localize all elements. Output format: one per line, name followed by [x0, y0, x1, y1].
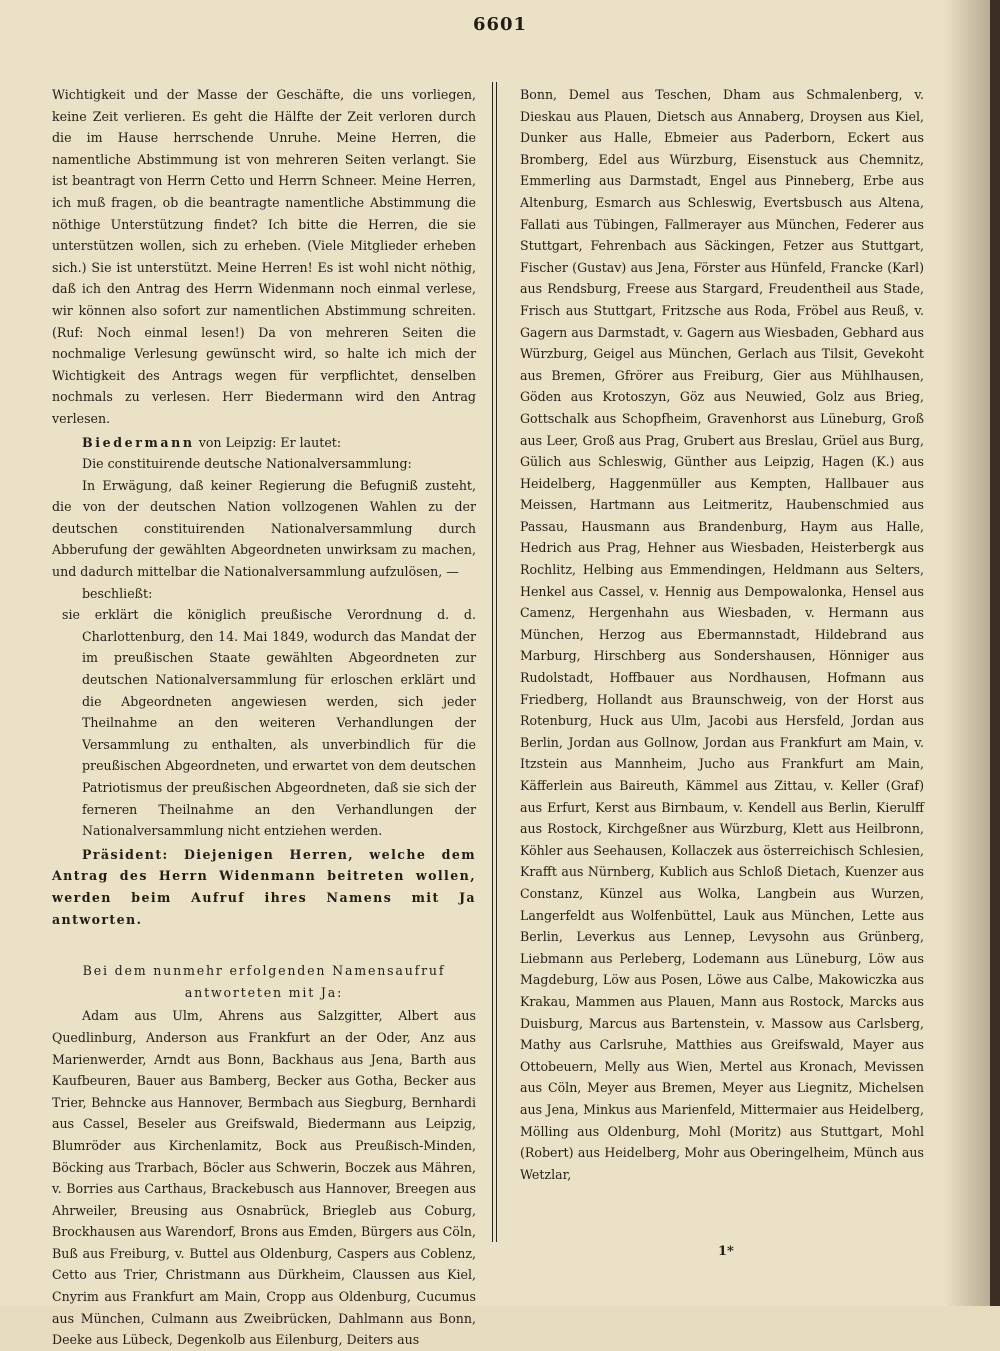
- president-paragraph: [52, 844, 476, 930]
- president-label: Präsident:: [82, 846, 169, 862]
- right-column: [520, 84, 924, 1185]
- names-list-part1: Adam aus Ulm, Ahrens aus Salzgitter, Albert aus Quedlinburg, Anderson aus Frankfurt an der Oder, Anz aus Marienwerder, Arndt aus Bonn, Backhaus aus Jena, Barth aus Kaufbeuren, Bauer aus Bamberg, Becker aus Gotha, Becker aus Trier, Behncke aus Hannover, Bermbach aus Siegburg, Bernhardi aus Cassel, Beseler aus Greifswald, Biedermann aus Leipzig, Blumröder aus Kirchenlamitz, Bock aus Preußisch-Minden, Böcking aus Trarbach, Böcler aus Schwerin, Boczek aus Mähren, v. Borries aus Carthaus, Brackebusch aus Hannover, Breegen aus Ahrweiler, Breusing aus Osnabrück, Briegleb aus Coburg, Brockhausen aus Warendorf, Brons aus Emden, Bürgers aus Cöln, Buß aus Freiburg, v. Buttel aus Oldenburg, Caspers aus Coblenz, Cetto aus Trier, Christmann aus Dürkheim, Claussen aus Kiel, Cnyrim aus Frankfurt am Main, Cropp aus Oldenburg, Cucumus aus München, Culmann aus Zweibrücken, Dahlmann aus Bonn, Deeke aus Lübeck, Degenkolb aus Eilenburg, Deiters aus: [52, 1008, 476, 1348]
- resolution-paragraph: sie erklärt die königlich preußische Verordnung d. d. Charlottenburg, den 14. Mai 1849, wodurch das Mandat der im preußischen Staate gewählten Abgeordneten zur deutschen Nationalversammlung für erloschen erklärt und die Abgeordneten angewiesen werden, sich jeder Theilnahme an den weiteren Verhandlungen der Versammlung zu enthalten, als unverbindlich für die preußischen Abgeordneten, und erwartet von dem deutschen Patriotismus der preußischen Abgeordneten, daß sie sich der ferneren Theilnahme an den Verhandlungen der Nationalversammlung nicht entziehen werden.: [62, 607, 476, 839]
- speaker-paragraph: [52, 432, 476, 454]
- considering-paragraph: In Erwägung, daß keiner Regierung die Befugniß zusteht, die von der deutschen Nation vollzogenen Wahlen zu der deutschen constituirenden Nationalversammlung durch Abberufung der gewählten Abgeordneten unwirksam zu machen, und dadurch mittelbar die Nationalversammlung aufzulösen, —: [52, 477, 476, 580]
- names-list-part2: Bonn, Demel aus Teschen, Dham aus Schmalenberg, v. Dieskau aus Plauen, Dietsch aus Annaberg, Droysen aus Kiel, Dunker aus Halle, Ebmeier aus Paderborn, Eckert aus Bromberg, Edel aus Würzburg, Eisenstuck aus Chemnitz, Emmerling aus Darmstadt, Engel aus Pinneberg, Erbe aus Altenburg, Esmarch aus Schleswig, Evertsbusch aus Altena, Fallati aus Tübingen, Fallmerayer aus München, Federer aus Stuttgart, Fehrenbach aus Säckingen, Fetzer aus Stuttgart, Fischer (Gustav) aus Jena, Förster aus Hünfeld, Francke (Karl) aus Rendsburg, Freese aus Stargard, Freudentheil aus Stade, Frisch aus Stuttgart, Fritzsche aus Roda, Fröbel aus Reuß, v. Gagern aus Darmstadt, v. Gagern aus Wiesbaden, Gebhard aus Würzburg, Geigel aus München, Gerlach aus Tilsit, Gevekoht aus Bremen, Gfrörer aus Freiburg, Gier aus Mühlhausen, Göden aus Krotoszyn, Göz aus Neuwied, Golz aus Brieg, Gottschalk aus Schopfheim, Gravenhorst aus Lüneburg, Groß aus Leer, Groß aus Prag, Grubert aus Breslau, Grüel aus Burg, Gülich aus Schleswig, Günther aus Leipzig, Hagen (K.) aus Heidelberg, Haggenmüller aus Kempten, Hallbauer aus Meissen, Hartmann aus Leitmeritz, Haubenschmied aus Passau, Hausmann aus Brandenburg, Haym aus Halle, Hedrich aus Prag, Hehner aus Wiesbaden, Heisterbergk aus Rochlitz, Helbing aus Emmendingen, Heldmann aus Selters, Henkel aus Cassel, v. Hennig aus Dempowalonka, Hensel aus Camenz, Hergenhahn aus Wiesbaden, v. Hermann aus München, Herzog aus Ebermannstadt, Hildebrand aus Marburg, Hirschberg aus Sondershausen, Hönniger aus Rudolstadt, Hoffbauer aus Nordhausen, Hofmann aus Friedberg, Hollandt aus Braunschweig, von der Horst aus Rotenburg, Huck aus Ulm, Jacobi aus Hersfeld, Jordan aus Berlin, Jordan aus Gollnow, Jordan aus Frankfurt am Main, v. Itzstein aus Mannheim, Jucho aus Frankfurt am Main, Käfferlein aus Baireuth, Kämmel aus Zittau, v. Keller (Graf) aus Erfurt, Kerst aus Birnbaum, v. Kendell aus Berlin, Kierulff aus Rostock, Kirchgeßner aus Würzburg, Klett aus Heilbronn, Köhler aus Seehausen, Kollaczek aus österreichisch Schlesien, Krafft aus Nürnberg, Kublich aus Schloß Dietach, Kuenzer aus Constanz, Künzel aus Wolka, Langbein aus Wurzen, Langerfeldt aus Wolfenbüttel, Lauk aus München, Lette aus Berlin, Leverkus aus Lennep, Levysohn aus Grünberg, Liebmann aus Perleberg, Lodemann aus Lüneburg, Löw aus Magdeburg, Löw aus Posen, Löwe aus Calbe, Makowiczka aus Krakau, Mammen aus Plauen, Mann aus Rostock, Marcks aus Duisburg, Marcus aus Bartenstein, v. Massow aus Carlsberg, Mathy aus Carlsruhe, Matthies aus Greifswald, Mayer aus Ottobeuern, Melly aus Wien, Mertel aus Kronach, Mevissen aus Cöln, Meyer aus Bremen, Meyer aus Liegnitz, Michelsen aus Jena, Minkus aus Marienfeld, Mittermaier aus Heidelberg, Mölling aus Oldenburg, Mohl (Moritz) aus Stuttgart, Mohl (Robert) aus Heidelberg, Mohr aus Oberingelheim, Münch aus Wetzlar,: [520, 87, 924, 1182]
- speaker-name: Biedermann: [82, 434, 195, 450]
- speaker-intro-text: von Leipzig: Er lautet:: [194, 434, 342, 450]
- page-number: 6601: [472, 14, 528, 35]
- president-text: Diejenigen Herren, welche dem Antrag des Herrn Widenmann beitreten wollen, werden beim Aufruf ihres Namens mit Ja antworten.: [52, 846, 476, 927]
- left-column: [52, 84, 476, 1351]
- intro-paragraph: Wichtigkeit und der Masse der Geschäfte, die uns vorliegen, keine Zeit verlieren. Es geht die Hälfte der Zeit verloren durch die im Hause herrschende Unruhe. Meine Herren, die namentliche Abstimmung ist von mehreren Seiten verlangt. Sie ist beantragt von Herrn Cetto und Herrn Schneer. Meine Herren, ich muß fragen, ob die beantragte namentliche Abstimmung die nöthige Unterstützung findet? Ich bitte die Herren, die sie unterstützen wollen, sich zu erheben. (Viele Mitglieder erheben sich.) Sie ist unterstützt. Meine Herren! Es ist wohl nicht nöthig, daß ich den Antrag des Herrn Widenmann noch einmal verlese, wir können also sofort zur namentlichen Abstimmung schreiten. (Ruf: Noch einmal lesen!) Da von mehreren Seiten die nochmalige Verlesung gewünscht wird, so halte ich mich der Wichtigkeit des Antrags wegen für verpflichtet, denselben nochmals zu verlesen. Herr Biedermann wird den Antrag verlesen.: [52, 87, 476, 426]
- resolves-line: beschließt:: [82, 585, 153, 601]
- signature-mark: 1*: [718, 1244, 734, 1259]
- assembly-line: Die constituirende deutsche Nationalversammlung:: [82, 456, 412, 472]
- roll-call-heading: Bei dem nunmehr erfolgenden Namensaufruf antworteten mit Ja:: [82, 963, 446, 1000]
- page-edge: [990, 0, 1000, 1306]
- column-divider: [492, 82, 497, 1242]
